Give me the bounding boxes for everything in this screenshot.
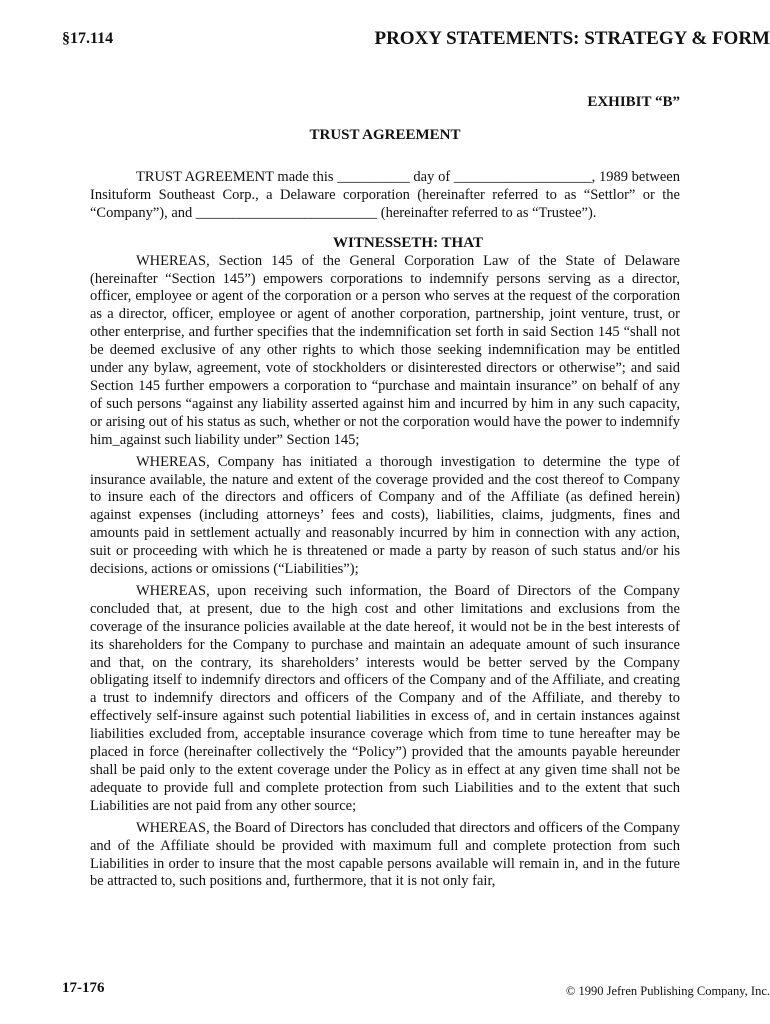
section-number: §17.114 — [62, 30, 114, 47]
exhibit-label: EXHIBIT “B” — [587, 94, 680, 110]
intro-paragraph: TRUST AGREEMENT made this __________ day of ___________________, 1989 between Insituform Southeast Corp., a Delaware corporation (hereinafter referred to as “Settlor” or the “Company”), and _________________________ (hereinafter referred to as “Trustee”). — [90, 169, 680, 221]
whereas-paragraph-4: WHEREAS, the Board of Directors has concluded that directors and officers of the Company and of the Affiliate should be provided with maximum full and complete protection from such Liabilities in order to insure that the most capable persons available will remain in, and in the future be attracted to, such positions and, furthermore, that it is not only fair, — [90, 819, 680, 890]
whereas-paragraph-1: WHEREAS, Section 145 of the General Corporation Law of the State of Delaware (hereinafter “Section 145”) empowers corporations to indemnify persons serving as a director, officer, employee or agent of the corporation or a person who serves at the request of the corporation as a director, officer, employee or agent of another corporation, partnership, joint venture, trust, or other enterprise, and further specifies that the indemnification set forth in said Section 145 “shall not be deemed exclusive of any other rights to which those seeking indemnification may be entitled under any bylaw, agreement, vote of stockholders or disinterested directors or otherwise”; and said Section 145 further empowers a corporation to “purchase and maintain insurance” on behalf of any of such persons “against any liability asserted against him and incurred by him in any such capacity, or arising out of his status as such, whether or not the corporation would have the power to indemnify him_against such liability under” Section 145; — [90, 252, 680, 448]
whereas-paragraph-3: WHEREAS, upon receiving such information, the Board of Directors of the Company concluded that, at present, due to the high cost and other limitations and exclusions from the coverage of the insurance policies available at the date hereof, it would not be in the best interests of its shareholders for the Company to purchase and maintain an adequate amount of such insurance and that, on the contrary, its shareholders’ interests would be better served by the Company obligating itself to indemnify directors and officers of the Company and of the Affiliate, and creating a trust to indemnify directors and officers of the Company and of the Affiliate, and thereby to effectively self-insure against such potential liabilities in excess of, and in certain instances against liabilities excluded from, acceptable insurance coverage which from time to tune hereafter may be placed in force (hereinafter collectively the “Policy”) provided that the amounts payable hereunder shall be paid only to the extent coverage under the Policy as in effect at any given time shall not be adequate to provide full and complete protection from such Liabilities and to the extent that such Liabilities are not paid from any other source; — [90, 582, 680, 814]
document-title: TRUST AGREEMENT — [309, 127, 461, 143]
document-body — [90, 169, 680, 895]
running-title: PROXY STATEMENTS: STRATEGY & FORM — [374, 28, 770, 49]
page-number: 17-176 — [62, 980, 105, 996]
witnesseth-heading: WITNESSETH: THAT — [333, 234, 483, 251]
whereas-paragraph-2: WHEREAS, Company has initiated a thorough investigation to determine the type of insurance available, the nature and extent of the coverage provided and the cost thereof to Company to insure each of the directors and officers of Company and of the Affiliate (as defined herein) against expenses (including attorneys’ fees and costs), liabilities, claims, judgments, fines and amounts paid in settlement actually and reasonably incurred by him in connection with any action, suit or proceeding with which he is threatened or made a party by reason of such status and/or his decisions, actions or omissions (“Liabilities”); — [90, 453, 680, 578]
copyright-notice: © 1990 Jefren Publishing Company, Inc. — [565, 984, 770, 998]
